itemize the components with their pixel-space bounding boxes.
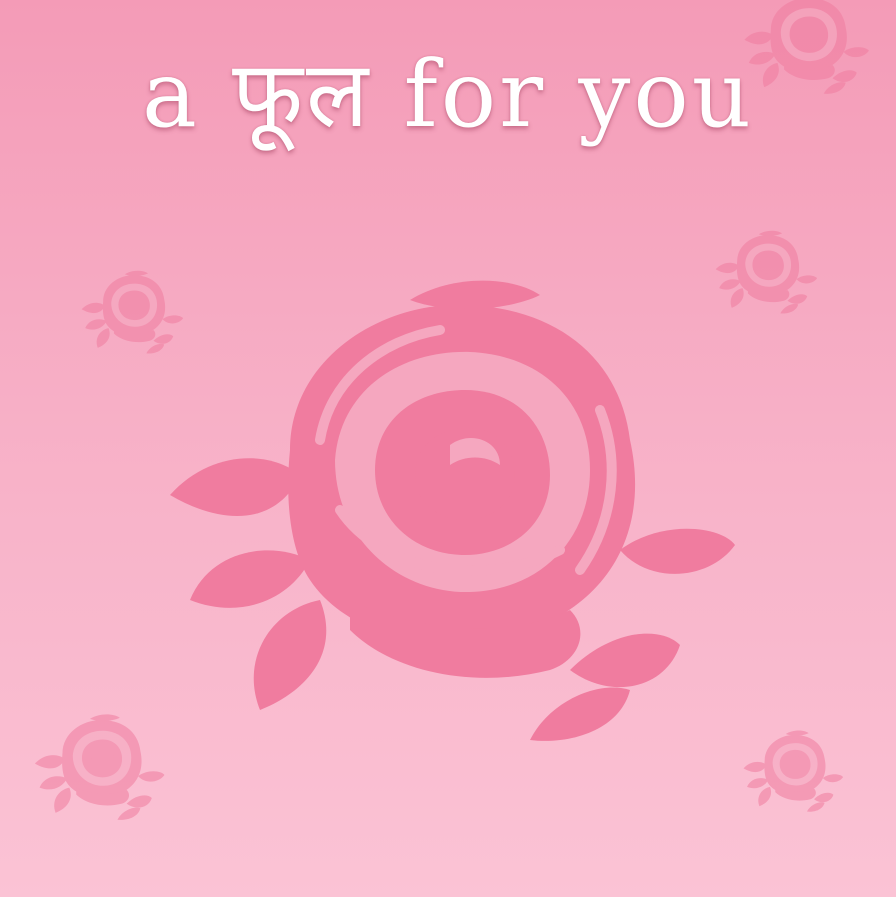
main-rose-icon — [150, 270, 740, 750]
page-title: a फूल for you — [142, 41, 754, 148]
decorative-rose-icon — [740, 0, 870, 98]
decorative-rose-icon — [740, 728, 844, 814]
decorative-rose-icon — [30, 712, 166, 822]
